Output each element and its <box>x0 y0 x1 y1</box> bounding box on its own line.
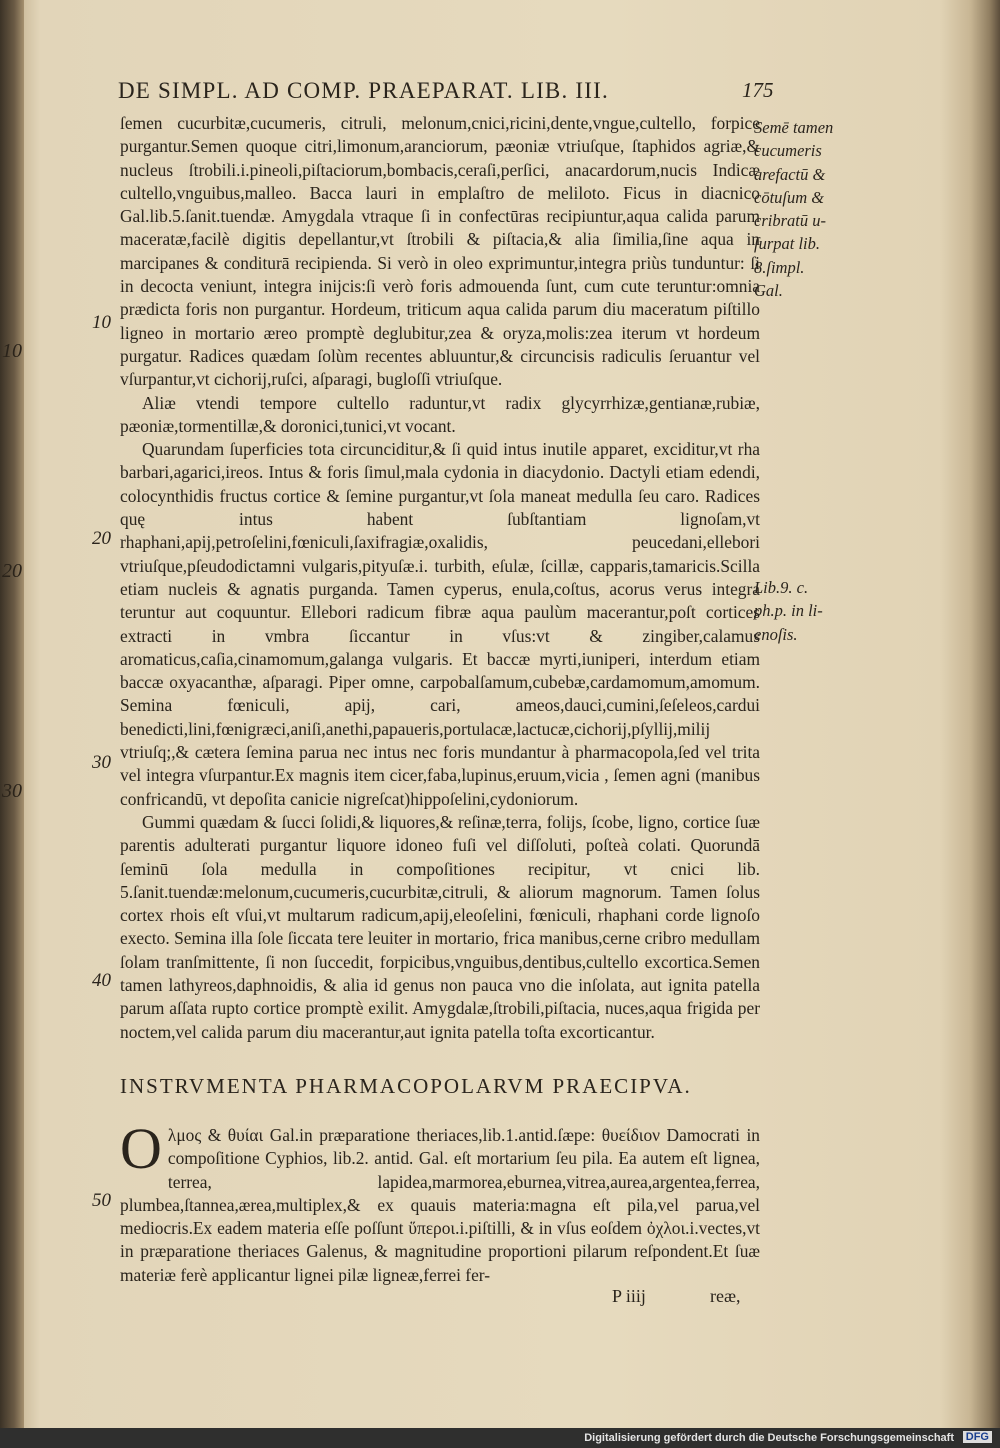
drop-cap: O <box>120 1116 162 1181</box>
facing-line-number: 10 <box>2 340 22 362</box>
line-number: 50 <box>92 1190 111 1211</box>
paragraph: ſemen cucurbitæ,cucumeris, citruli, melonum,cnici,ricini,dente,vngue,cultello, forpice purgantur.Semen quoque citri,limonum,aranciorum, pæoniæ vtriuſque, ſtaphidos agriæ,& nucleus ſtrobili.i.pineoli,piſtaciorum,bombacis,ceraſi,perſici, anacardorum,nucis Indicæ cultello,vnguibus,malleo. Bacca lauri in emplaſtro de meliloto. Ficus in diacnico Gal.lib.5.ſanit.tuendæ. Amygdala vtraque ſi in confectūras recipiuntur,aqua calida parum maceratæ,facilè digitis depellantur,vt ſtrobili & piſtacia,& alia ſimilia,ſine aqua in marcipanes & conditurā recipienda. Si verò in oleo exprimuntur,integra priùs tunduntur: ſi in decocta veniunt, integra inijcis:ſi verò foris admouenda ſunt, cum cute teruntur:omnia prædicta foris non purgantur. Hordeum, triticum aqua calida parum diu maceratum piſtillo ligneo in mortario æreo promptè deglubitur,zea & oryza,molis:zea iterum vt hordeum purgatur. Radices quædam ſolùm recentes abluuntur,& circuncisis radiculis ſeruantur vel vſurpantur,vt cichorij,ruſci, aſparagi, bugloſſi vtriuſque. <box>120 113 760 390</box>
section-text <box>120 1116 760 1287</box>
footer-text: Digitalisierung gefördert durch die Deutsche Forschungsgemeinschaft <box>584 1432 954 1444</box>
line-number: 10 <box>92 312 111 333</box>
book-page <box>30 0 990 1428</box>
paragraph: Gummi quædam & ſucci ſolidi,& liquores,& reſinæ,terra, folijs, ſcobe, ligno, cortice ſuæ parentis adulterati purgantur liquore idoneo fuſi vel diſſoluti, poſteà colati. Quorundā ſeminū ſola medulla in compoſitiones recipitur, vt cnici lib. 5.ſanit.tuendæ:melonum,cucumeris,cucurbitæ,citruli, & aliorum magnorum. Tamen ſolus cortex rhois eſt vſui,vt multarum radicum,apij,eleoſelini, fœniculi, rhaphani corde lignoſo execto. Semina illa ſole ſiccata tere leuiter in mortario, frica manibus,cerne cribro medullam ſolam tranſmittente, ſi non ſuccedit, forpicibus,vnguibus,dentibus,cultello excortica.Semen tamen lathyreos,daphnoidis, & alia id genus non pauca vno die inſolata, aut ignita patella parum aſſata rupto cortice promptè exilit. Amygdalæ,ſtrobili,piſtacia, nuces,aqua frigida per noctem,vel calida parum diu macerantur,aut ignita patella toſta excorticantur. <box>120 811 760 1042</box>
facing-line-number: 20 <box>2 560 22 582</box>
signature-mark: P iiij <box>612 1286 646 1306</box>
paragraph: Aliæ vtendi tempore cultello raduntur,vt radix glycyrrhizæ,gentianæ,rubiæ, pæoniæ,tormentillæ,& doronici,tunici,vt vocant. <box>120 392 760 436</box>
paragraph: Quarundam ſuperficies tota circunciditur,& ſi quid intus inutile apparet, exciditur,vt rha barbari,agarici,ireos. Intus & foris ſimul,mala cydonia in diacydonio. Dactyli etiam edendi, colocynthidis fructus cortice & ſemine purgantur,vt ſola maneat medulla ſeu caro. Radices quę intus habent ſubſtantiam lignoſam,vt rhaphani,apij,petroſelini,fœniculi,ſaxifragiæ,oxalidis, peucedani,ellebori vtriuſque,pſeudodictamni vulgaris,pityuſæ.i. turbith, eſulæ, ſcillæ, capparis,tamaricis.Scilla etiam nucleis & agnatis purganda. Tamen cyperus, enula,coſtus, acorus verus integra teruntur aut coquuntur. Ellebori radicum fibræ aqua paulùm macerantur,poſt cortices extracti in vmbra ſiccantur in vſus:vt & zingiber,calamus aromaticus,caſia,cinamomum,galanga vulgaris. Et baccæ myrti,iuniperi, interdum etiam baccæ oxyacanthæ, aſparagi. Piper omne, carpobalſamum,cubebæ,cardamomum,amomum. Semina fœniculi, apij, cari, ameos,dauci,cumini,ſeſeleos,cardui benedicti,lini,fœnigræci,aniſi,anethi,papaueris,portulacæ,lactucæ,cichorij,pſyllij,milij vtriuſq;,& cætera ſemina parua nec intus nec foris mundantur à pharmacopola,ſed vel trita vel integra vſurpantur.Ex magnis item cicer,faba,lupinus,eruum,vicia , ſemen agni (manibus confricandū, vt depoſita canicie nigreſcat)hippoſelini,cydoniorum. <box>120 439 760 809</box>
section-heading: INSTRVMENTA PHARMACOPOLARVM PRAECIPVA. <box>120 1074 692 1098</box>
main-text <box>120 112 760 1044</box>
facing-line-number: 30 <box>2 780 22 802</box>
paragraph: λμος & θυίαι Gal.in præparatione theriaces,lib.1.antid.ſæpe: θυείδιον Damocrati in compoſitione Cyphios, lib.2. antid. Gal. eſt mortarium ſeu pila. Ea autem eſt lignea, terrea, lapidea,marmorea,eburnea,vitrea,aurea,argentea,ferrea, plumbea,ſtannea,ærea,multiplex,& ex quauis materia:magna eſt pila,vel parua,vel mediocris.Ex eadem materia eſſe poſſunt ὕπεροι.i.piſtilli, & in vſus eoſdem ὀχλοι.i.vectes,vt in præparatione theriaces Galenus, & magnitudine proportioni pilarum reſpondent.Et ſuæ materiæ ferè applicantur lignei pilæ ligneæ,ferrei fer- <box>120 1125 760 1285</box>
catchword: reæ, <box>710 1286 741 1306</box>
marginal-note: Lib.9. c. ph.p. in li- enoſis. <box>754 578 823 644</box>
marginal-note: Semē tamen cucumeris arefactū & cōtuſum & cribratū u- ſurpat lib. 8.ſimpl. Gal. <box>754 118 834 301</box>
line-number: 30 <box>92 752 111 773</box>
line-number: 40 <box>92 970 111 991</box>
digitization-footer <box>0 1428 1000 1448</box>
facing-page-edge <box>0 0 24 1428</box>
line-number: 20 <box>92 528 111 549</box>
folio-number: 175 <box>742 78 774 102</box>
running-title: DE SIMPL. AD COMP. PRAEPARAT. LIB. III. <box>118 78 609 103</box>
dfg-logo: DFG <box>963 1431 992 1443</box>
